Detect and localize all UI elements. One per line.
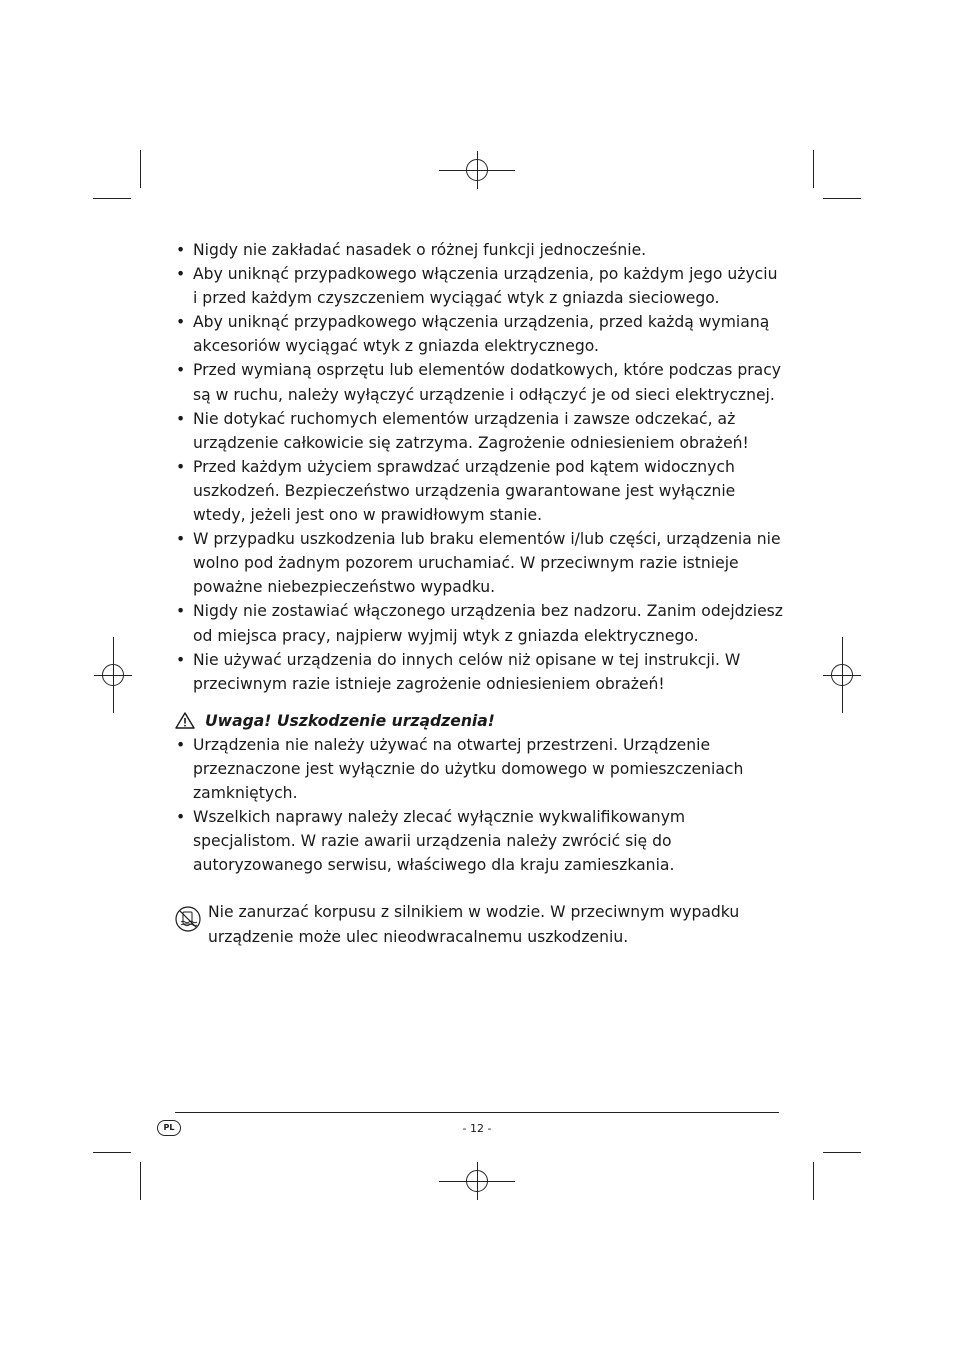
- crop-mark: [823, 1152, 861, 1153]
- page-content: [175, 238, 785, 949]
- crop-mark: [93, 1152, 131, 1153]
- list-item: • Aby uniknąć przypadkowego włączenia urządzenia, po każdym jego użyciu i przed każdym czyszczeniem wyciągać wtyk z gniazda sieciowego.: [175, 262, 785, 310]
- crop-mark: [813, 1162, 814, 1200]
- list-item: • Nie używać urządzenia do innych celów niż opisane w tej instrukcji. W przeciwnym razie istnieje zagrożenie odniesieniem obrażeń!: [175, 648, 785, 696]
- list-item: • Przed wymianą osprzętu lub elementów dodatkowych, które podczas pracy są w ruchu, należy wyłączyć urządzenie i odłączyć je od sieci elektrycznej.: [175, 358, 785, 406]
- list-item: • Wszelkich naprawy należy zlecać wyłącznie wykwalifikowanym specjalistom. W razie awarii urządzenia należy zwrócić się do autoryzowanego serwisu, właściwego dla kraju zamieszkania.: [175, 805, 785, 877]
- crop-mark: [823, 198, 861, 199]
- crop-mark: [140, 1162, 141, 1200]
- warning-heading: [175, 709, 785, 733]
- list-item: • Nie dotykać ruchomych elementów urządzenia i zawsze odczekać, aż urządzenie całkowicie się zatrzyma. Zagrożenie odniesieniem obrażeń!: [175, 407, 785, 455]
- crop-mark: [93, 198, 131, 199]
- warning-list: [175, 733, 785, 878]
- safety-list: [175, 238, 785, 696]
- language-badge: PL: [157, 1120, 181, 1136]
- list-item: • Aby uniknąć przypadkowego włączenia urządzenia, przed każdą wymianą akcesoriów wyciągać wtyk z gniazda elektrycznego.: [175, 310, 785, 358]
- warning-heading-text: Uwaga! Uszkodzenie urządzenia!: [205, 711, 495, 730]
- crop-mark: [140, 150, 141, 188]
- list-item: • Przed każdym użyciem sprawdzać urządzenie pod kątem widocznych uszkodzeń. Bezpieczeństwo urządzenia gwarantowane jest wyłącznie wtedy, jeżeli jest ono w prawidłowym stanie.: [175, 455, 785, 527]
- warning-triangle-icon: [175, 712, 195, 729]
- page-number: - 12 -: [462, 1122, 492, 1135]
- immersion-note: [175, 900, 785, 948]
- list-item: • Urządzenia nie należy używać na otwartej przestrzeni. Urządzenie przeznaczone jest wyłącznie do użytku domowego w pomieszczeniach zamkniętych.: [175, 733, 785, 805]
- list-item: • W przypadku uszkodzenia lub braku elementów i/lub części, urządzenia nie wolno pod żadnym pozorem uruchamiać. W przeciwnym razie istnieje poważne niebezpieczeństwo wypadku.: [175, 527, 785, 599]
- crop-mark: [813, 150, 814, 188]
- note-text: Nie zanurzać korpusu z silnikiem w wodzie. W przeciwnym wypadku urządzenie może ulec nieodwracalnemu uszkodzeniu.: [208, 903, 740, 946]
- footer-divider: [175, 1112, 779, 1113]
- list-item: • Nigdy nie zostawiać włączonego urządzenia bez nadzoru. Zanim odejdziesz od miejsca pracy, najpierw wyjmij wtyk z gniazda elektrycznego.: [175, 599, 785, 647]
- list-item: • Nigdy nie zakładać nasadek o różnej funkcji jednocześnie.: [175, 238, 785, 262]
- no-water-immersion-icon: [175, 906, 201, 932]
